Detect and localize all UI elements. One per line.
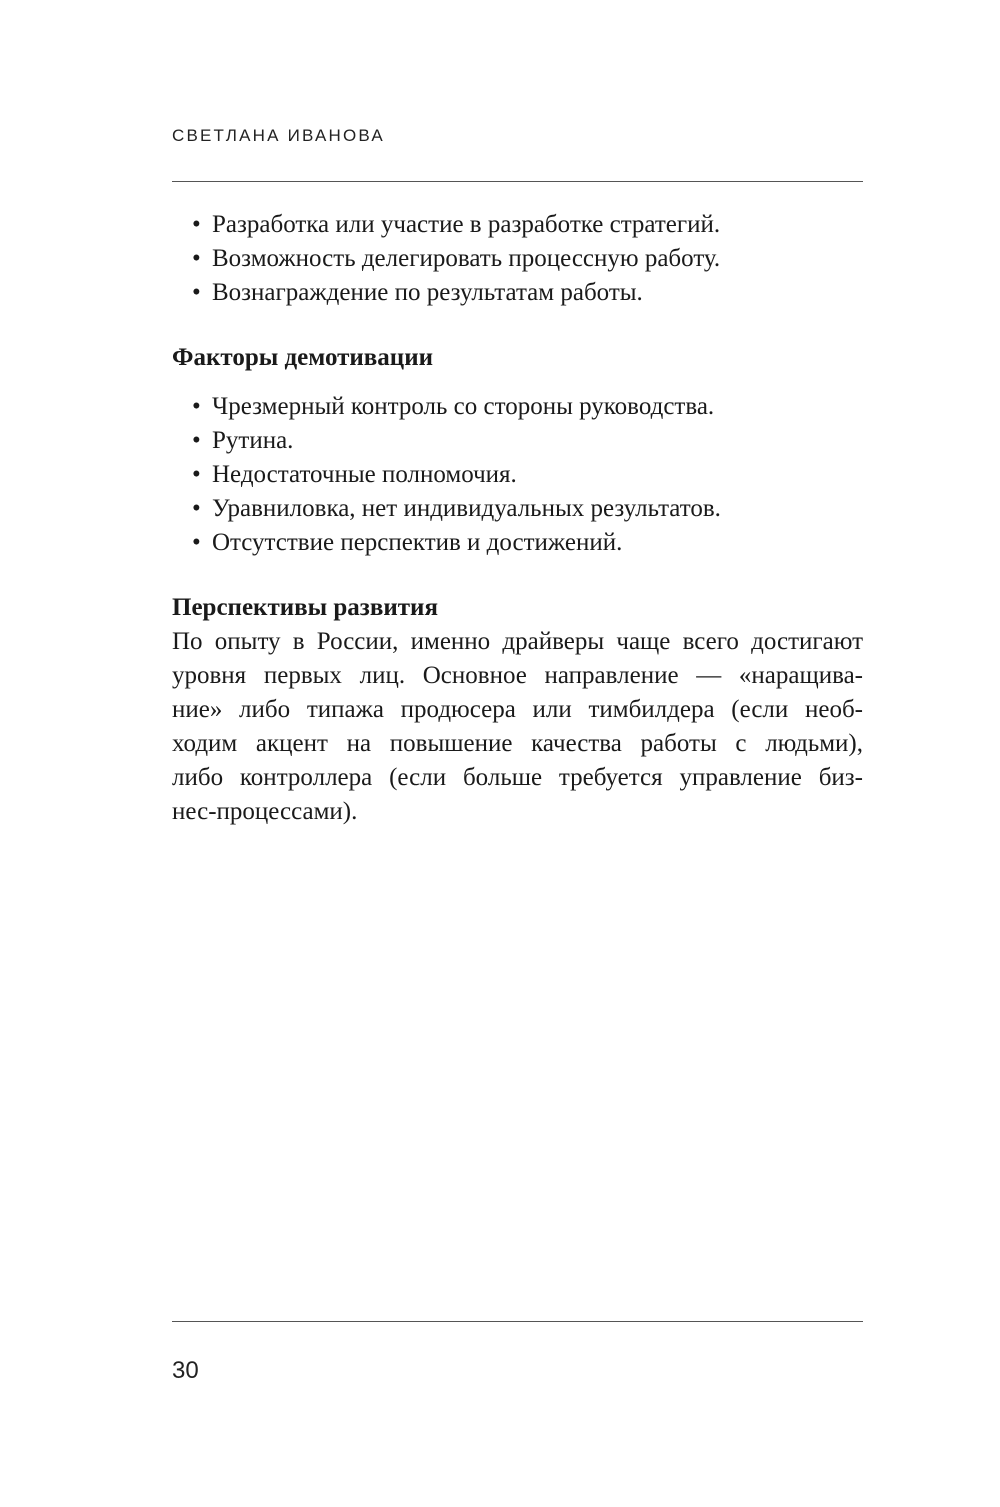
section-heading-prospects: Перспективы развития bbox=[172, 594, 438, 621]
page-number: 30 bbox=[172, 1357, 199, 1384]
list-item-text: Рутина. bbox=[212, 427, 294, 454]
page-content bbox=[172, 208, 863, 829]
bullet-list-demotivation bbox=[172, 390, 863, 560]
paragraph-line: ние» либо типажа продюсера или тимбилдера (если необ- bbox=[172, 696, 863, 723]
list-item bbox=[172, 526, 863, 560]
section-heading-demotivation: Факторы демотивации bbox=[172, 344, 434, 371]
bullet-icon: • bbox=[192, 529, 201, 556]
list-item-text: Чрезмерный контроль со стороны руководства. bbox=[212, 393, 715, 420]
list-item-text: Вознаграждение по результатам работы. bbox=[212, 279, 643, 306]
list-item bbox=[172, 242, 863, 276]
list-item-text: Недостаточные полномочия. bbox=[212, 461, 517, 488]
list-item-text: Возможность делегировать процессную работу. bbox=[212, 245, 721, 272]
list-item-text: Уравниловка, нет индивидуальных результатов. bbox=[212, 495, 721, 522]
list-item-text: Разработка или участие в разработке стратегий. bbox=[212, 211, 721, 238]
bullet-icon: • bbox=[192, 245, 201, 272]
prospects-paragraph bbox=[172, 625, 863, 829]
bullet-icon: • bbox=[192, 211, 201, 238]
bullet-icon: • bbox=[192, 495, 201, 522]
bullet-icon: • bbox=[192, 393, 201, 420]
list-item bbox=[172, 276, 863, 310]
list-item bbox=[172, 458, 863, 492]
list-item bbox=[172, 390, 863, 424]
running-head: СВЕТЛАНА ИВАНОВА bbox=[172, 126, 385, 145]
bullet-icon: • bbox=[192, 279, 201, 306]
list-item-text: Отсутствие перспектив и достижений. bbox=[212, 529, 623, 556]
paragraph-line: нес-процессами). bbox=[172, 798, 358, 825]
footer-rule bbox=[172, 1321, 863, 1322]
bullet-icon: • bbox=[192, 427, 201, 454]
paragraph-line: По опыту в России, именно драйверы чаще всего достигают bbox=[172, 628, 863, 655]
paragraph-line: уровня первых лиц. Основное направление — «наращива- bbox=[172, 662, 863, 689]
paragraph-line: либо контроллера (если больше требуется управление биз- bbox=[172, 764, 863, 791]
list-item bbox=[172, 208, 863, 242]
bullet-list-top bbox=[172, 208, 863, 310]
list-item bbox=[172, 424, 863, 458]
list-item bbox=[172, 492, 863, 526]
bullet-icon: • bbox=[192, 461, 201, 488]
header-rule bbox=[172, 181, 863, 182]
paragraph-line: ходим акцент на повышение качества работы с людьми), bbox=[172, 730, 863, 757]
